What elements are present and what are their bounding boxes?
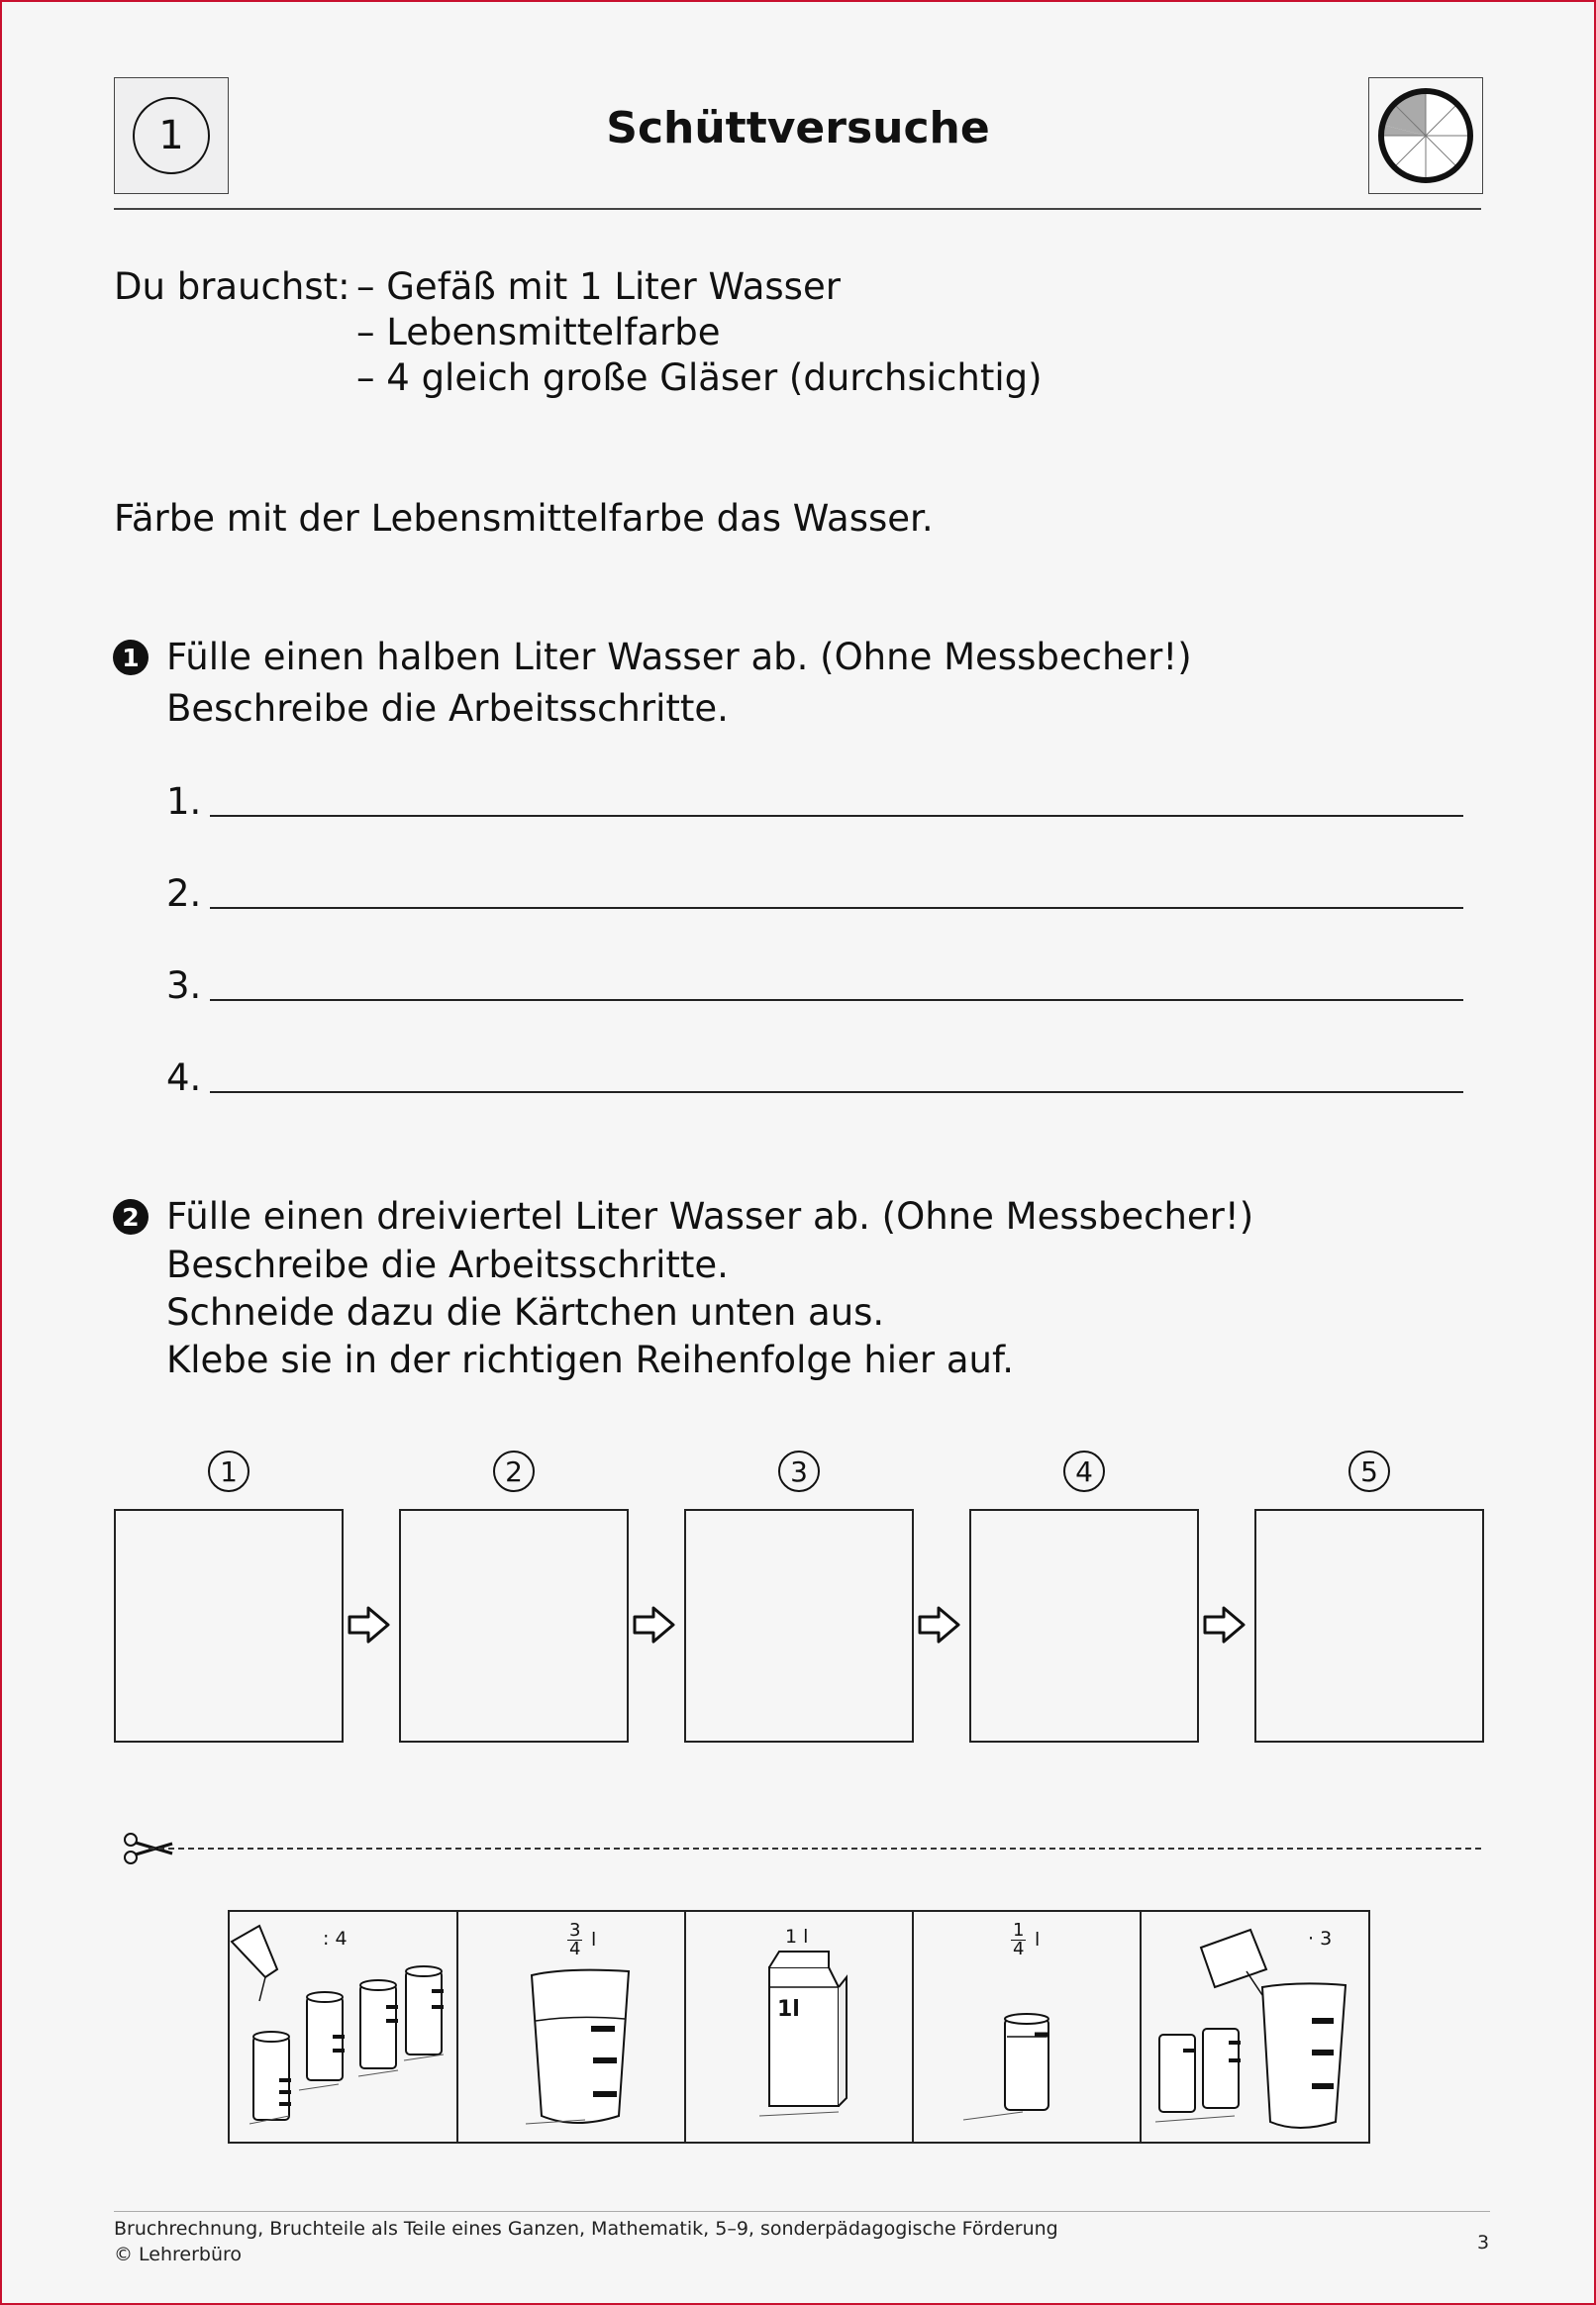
- materials-item: – Lebensmittelfarbe: [356, 311, 721, 353]
- arrow-right-icon: [632, 1604, 677, 1646]
- paste-box[interactable]: [399, 1509, 629, 1743]
- slot-number: 4: [1063, 1451, 1105, 1492]
- arrow-right-icon: [917, 1604, 962, 1646]
- card-one-liter[interactable]: [684, 1912, 914, 2142]
- slot-number: 3: [778, 1451, 820, 1492]
- pouring-into-glasses-icon: [230, 1912, 456, 2142]
- intro-text: Färbe mit der Lebensmittelfarbe das Wasser.: [114, 497, 934, 540]
- card-unit: l: [1035, 1929, 1041, 1951]
- paste-box[interactable]: [114, 1509, 344, 1743]
- header-rule: [114, 208, 1481, 210]
- paste-box[interactable]: [1254, 1509, 1484, 1743]
- task1-line: Beschreibe die Arbeitsschritte.: [166, 687, 729, 730]
- task1-line: Fülle einen halben Liter Wasser ab. (Ohne Messbecher!): [166, 636, 1192, 678]
- worksheet-number: 1: [133, 97, 210, 174]
- answer-line[interactable]: [210, 907, 1463, 909]
- paste-box[interactable]: [969, 1509, 1199, 1743]
- footer-rule: [114, 2211, 1490, 2212]
- slot-number: 5: [1348, 1451, 1390, 1492]
- card-fraction: $\frac{1}{4}$: [1013, 1920, 1025, 1959]
- page-number: 3: [1477, 2232, 1490, 2254]
- task2-line: Schneide dazu die Kärtchen unten aus.: [166, 1291, 885, 1334]
- step-number: 4.: [166, 1056, 202, 1099]
- difficulty-pie-icon: [1369, 78, 1482, 193]
- card-divide-by-4[interactable]: [230, 1912, 458, 2142]
- card-unit: l: [591, 1929, 597, 1951]
- pouring-into-jug-icon: [1140, 1912, 1366, 2142]
- card-three-quarter-liter[interactable]: [456, 1912, 686, 2142]
- footer-copyright: © Lehrerbüro: [114, 2244, 243, 2265]
- materials-label: Du brauchst:: [114, 265, 350, 308]
- card-quarter-liter[interactable]: [912, 1912, 1142, 2142]
- task1-bullet: 1: [113, 640, 149, 675]
- card-label: 1 l: [785, 1926, 809, 1948]
- arrow-right-icon: [1202, 1604, 1247, 1646]
- answer-line[interactable]: [210, 815, 1463, 817]
- page-title: Schüttversuche: [606, 103, 990, 153]
- cutout-cards: [228, 1910, 1370, 2144]
- cut-line: [149, 1848, 1481, 1850]
- card-label: · 3: [1308, 1928, 1333, 1950]
- task2-line: Klebe sie in der richtigen Reihenfolge hier auf.: [166, 1339, 1015, 1381]
- card-times-3[interactable]: [1140, 1912, 1366, 2142]
- footer-source: Bruchrechnung, Bruchteile als Teile eines Ganzen, Mathematik, 5–9, sonderpädagogische Förderung: [114, 2218, 1058, 2240]
- card-label: : 4: [323, 1928, 348, 1950]
- slot-number: 1: [208, 1451, 249, 1492]
- answer-line[interactable]: [210, 999, 1463, 1001]
- task2-line: Beschreibe die Arbeitsschritte.: [166, 1244, 729, 1286]
- task2-line: Fülle einen dreiviertel Liter Wasser ab. (Ohne Messbecher!): [166, 1195, 1254, 1238]
- difficulty-pie-box: [1368, 77, 1483, 194]
- paste-box[interactable]: [684, 1509, 914, 1743]
- answer-line[interactable]: [210, 1091, 1463, 1093]
- task2-bullet: 2: [113, 1199, 149, 1235]
- materials-item: – Gefäß mit 1 Liter Wasser: [356, 265, 841, 308]
- single-glass-icon: [912, 1912, 1140, 2142]
- card-fraction: $\frac{3}{4}$: [569, 1920, 581, 1959]
- step-number: 1.: [166, 780, 202, 823]
- carton-label: 1l: [777, 1997, 800, 2022]
- slot-number: 2: [493, 1451, 535, 1492]
- measuring-jug-icon: [456, 1912, 684, 2142]
- step-number: 3.: [166, 964, 202, 1007]
- milk-carton-icon: [684, 1912, 912, 2142]
- arrow-right-icon: [347, 1604, 392, 1646]
- step-number: 2.: [166, 872, 202, 915]
- materials-item: – 4 gleich große Gläser (durchsichtig): [356, 356, 1043, 399]
